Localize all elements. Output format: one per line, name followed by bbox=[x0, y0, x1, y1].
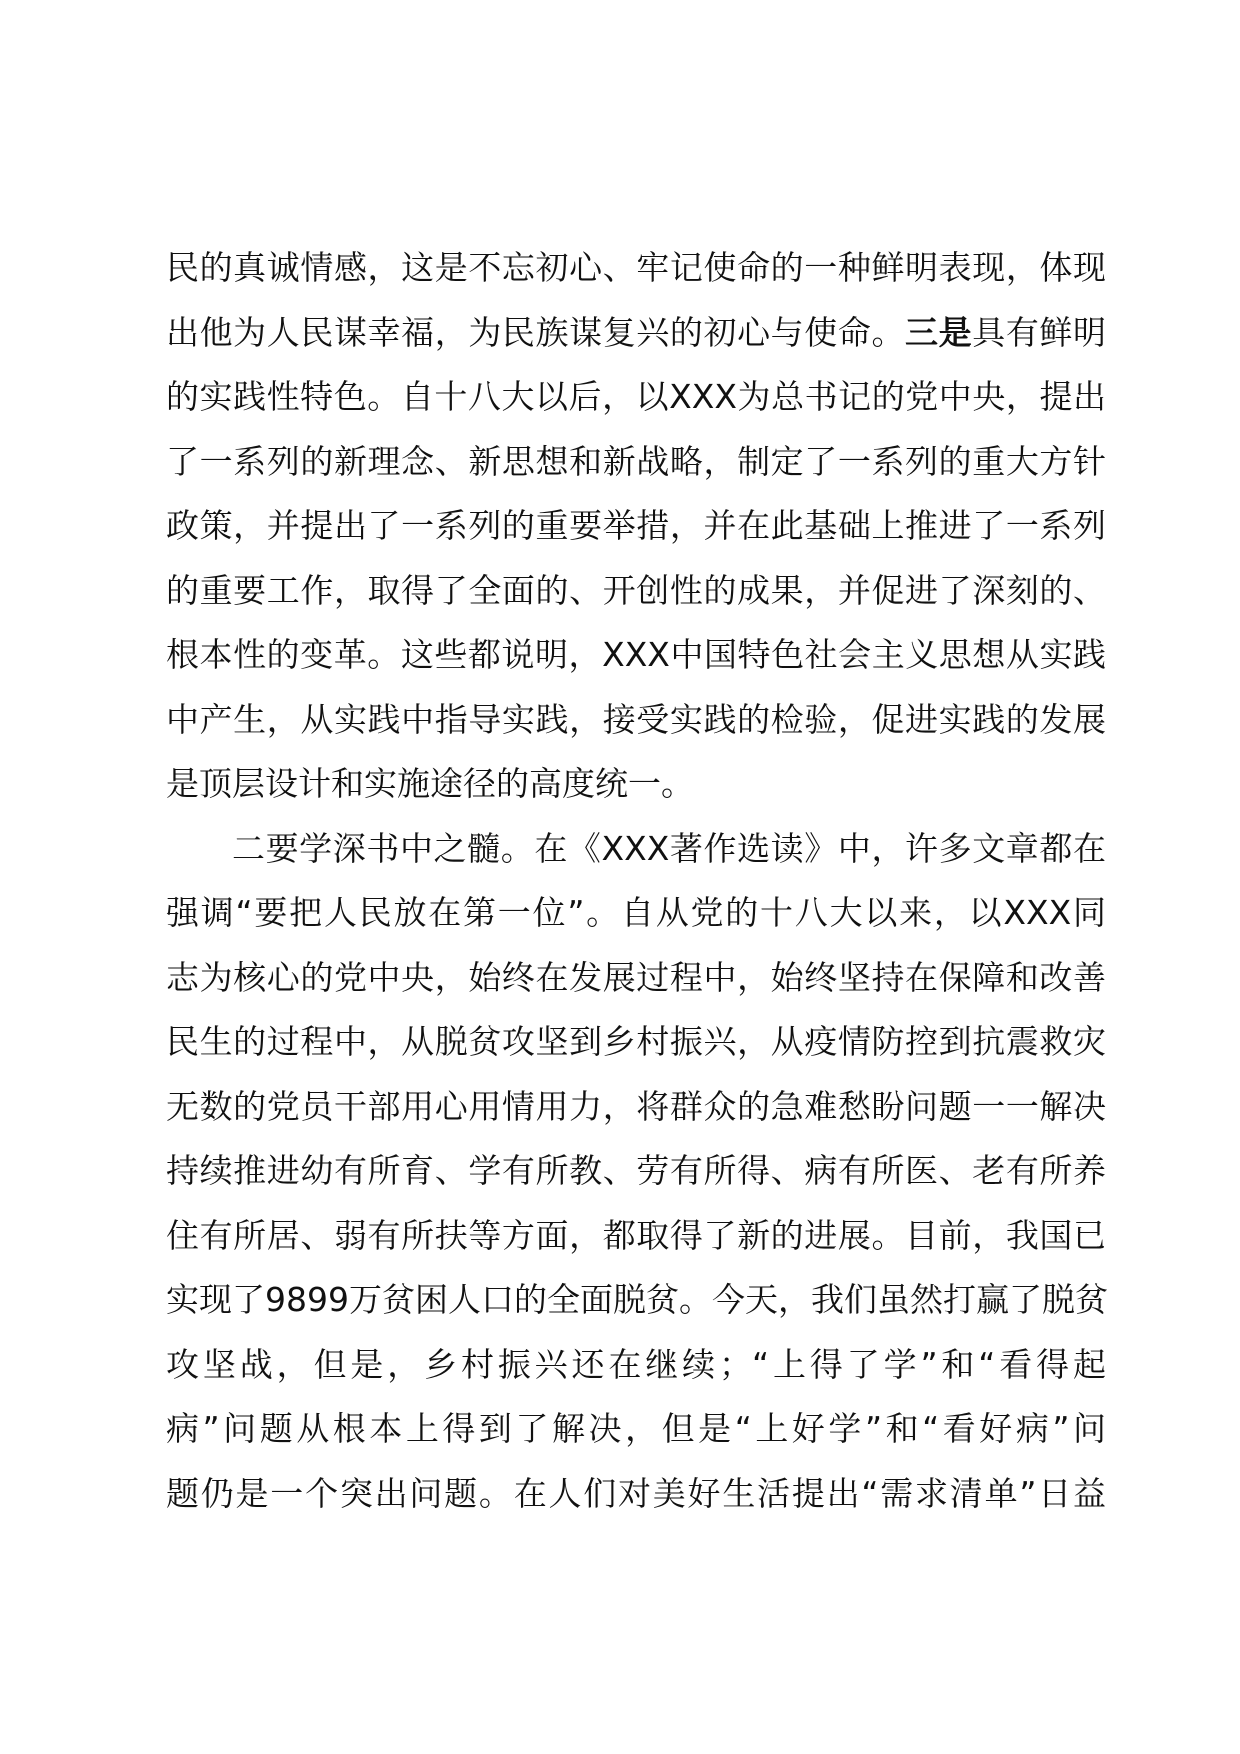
emphasis-text: 三是 bbox=[905, 312, 973, 352]
text-line: 实现了9899万贫困人口的全面脱贫。今天，我们虽然打赢了脱贫 bbox=[166, 1280, 1108, 1319]
text-run: 出他为人民谋幸福，为民族谋复兴的初心与使命。 bbox=[166, 312, 906, 352]
text-line: 了一系列的新理念、新思想和新战略，制定了一系列的重大方针 bbox=[166, 441, 1106, 481]
text-line: 的实践性特色。自十八大以后，以XXX为总书记的党中央，提出 bbox=[166, 377, 1106, 416]
paragraph-first-line: 二要学深书中之髓。在《XXX著作选读》中，许多文章都在 bbox=[232, 828, 1106, 868]
paragraph-end-line: 是顶层设计和实施途径的高度统一。 bbox=[166, 764, 694, 803]
text-line: 志为核心的党中央，始终在发展过程中，始终坚持在保障和改善 bbox=[166, 957, 1106, 997]
text-run: 具有鲜明 bbox=[972, 312, 1107, 352]
text-line: 民生的过程中，从脱贫攻坚到乡村振兴，从疫情防控到抗震救灾 bbox=[166, 1022, 1106, 1061]
text-line: 政策，并提出了一系列的重要举措，并在此基础上推进了一系列 bbox=[166, 506, 1106, 545]
text-line: 无数的党员干部用心用情用力，将群众的急难愁盼问题一一解决 bbox=[166, 1086, 1106, 1126]
text-line: 民的真诚情感，这是不忘初心、牢记使命的一种鲜明表现，体现 bbox=[166, 248, 1106, 287]
text-line: 住有所居、弱有所扶等方面，都取得了新的进展。目前，我国已 bbox=[166, 1215, 1106, 1255]
text-line: 攻坚战，但是，乡村振兴还在继续；“上得了学”和“看得起 bbox=[166, 1344, 1106, 1384]
text-line: 病”问题从根本上得到了解决，但是“上好学”和“看好病”问 bbox=[166, 1409, 1106, 1448]
text-line: 的重要工作，取得了全面的、开创性的成果，并促进了深刻的、 bbox=[166, 570, 1106, 610]
text-line: 中产生，从实践中指导实践，接受实践的检验，促进实践的发展 bbox=[166, 699, 1106, 739]
document-body bbox=[166, 236, 1106, 1526]
text-line: 题仍是一个突出问题。在人们对美好生活提出“需求清单”日益 bbox=[166, 1473, 1106, 1513]
text-line: 强调“要把人民放在第一位”。自从党的十八大以来，以XXX同 bbox=[166, 893, 1106, 932]
text-line bbox=[166, 301, 1106, 366]
text-line: 根本性的变革。这些都说明，XXX中国特色社会主义思想从实践 bbox=[166, 635, 1106, 674]
text-line: 持续推进幼有所育、学有所教、劳有所得、病有所医、老有所养 bbox=[166, 1151, 1106, 1190]
